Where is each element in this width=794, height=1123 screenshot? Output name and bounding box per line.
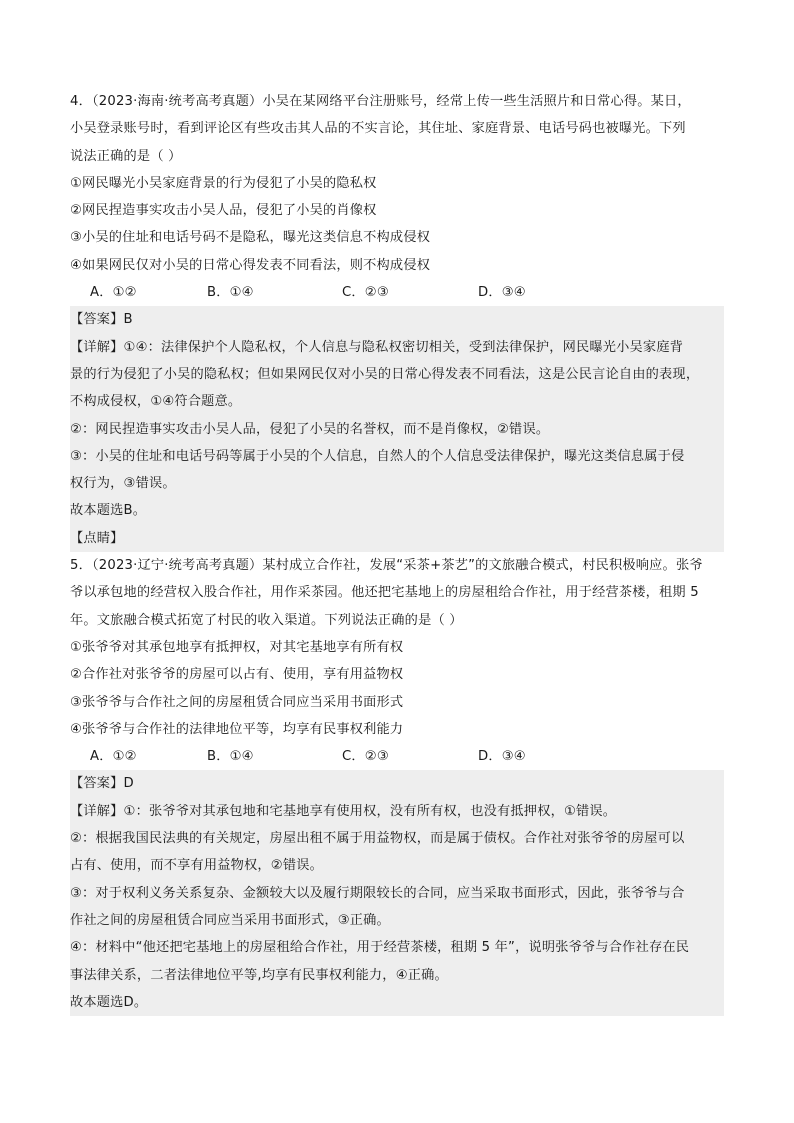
option-b: B．①④	[207, 749, 254, 765]
explanation-line: 作社之间的房屋租赁合同应当采用书面形式，③正确。	[70, 912, 390, 928]
answer-label: 【答案】B	[70, 312, 133, 328]
explanation-line: ④：材料中“他还把宅基地上的房屋租给合作社，用于经营茶楼，租期 5 年”，说明张爷爷与合作社存在民	[70, 940, 690, 956]
explanation-line: 权行为，③错误。	[70, 476, 176, 492]
explanation-line: 占有、使用，而不享有用益物权，②错误。	[70, 858, 323, 874]
explanation-line: 事法律关系，二者法律地位平等,均享有民事权利能力，④正确。	[70, 967, 448, 983]
answer-label: 【答案】D	[70, 776, 134, 792]
question-4	[70, 88, 724, 552]
option-c: C．②③	[342, 285, 389, 301]
tip-label: 【点睛】	[70, 530, 124, 546]
explanation-line: ③：对于权利义务关系复杂、金额较大以及履行期限较长的合同，应当采取书面形式，因此，张爷爷与合	[70, 885, 685, 901]
explanation-line: 景的行为侵犯了小吴的隐私权；但如果网民仅对小吴的日常心得发表不同看法，这是公民言论自由的表现，	[70, 366, 700, 382]
option-d: D．③④	[478, 285, 526, 301]
statement-2: ②网民捏造事实攻击小吴人品，侵犯了小吴的肖像权	[70, 203, 377, 219]
statement-1: ①网民曝光小吴家庭背景的行为侵犯了小吴的隐私权	[70, 175, 377, 191]
question-stem-line: 5．（2023·辽宁·统考高考真题）某村成立合作社，发展“采茶+茶艺”的文旅融合模式，村民积极响应。张爷	[70, 558, 703, 574]
question-stem-line: 年。文旅融合模式拓宽了村民的收入渠道。下列说法正确的是（ ）	[70, 612, 463, 628]
explanation-line: ②：网民捏造事实攻击小吴人品，侵犯了小吴的名誉权，而不是肖像权，②错误。	[70, 421, 550, 437]
explanation-line: ③：小吴的住址和电话号码等属于小吴的个人信息，自然人的个人信息受法律保护，曝光这类信息属于侵	[70, 448, 685, 464]
statement-4: ④张爷爷与合作社的法律地位平等，均享有民事权利能力	[70, 721, 404, 737]
option-b: B．①④	[207, 285, 254, 301]
statement-1: ①张爷爷对其承包地享有抵押权，对其宅基地享有所有权	[70, 639, 404, 655]
option-d: D．③④	[478, 749, 526, 765]
question-stem-line: 说法正确的是（ ）	[70, 148, 182, 164]
question-stem-line: 爷以承包地的经营权入股合作社，用作采茶园。他还把宅基地上的房屋租给合作社，用于经营茶楼，租期 5	[70, 585, 699, 601]
document-page	[70, 88, 724, 1016]
explanation-line: ②：根据我国民法典的有关规定，房屋出租不属于用益物权，而是属于债权。合作社对张爷爷的房屋可以	[70, 831, 685, 847]
explanation-line: 故本题选B。	[70, 503, 147, 519]
explanation-line: 不构成侵权，①④符合题意。	[70, 394, 242, 410]
statement-2: ②合作社对张爷爷的房屋可以占有、使用，享有用益物权	[70, 667, 404, 683]
explanation-line: 【详解】①④：法律保护个人隐私权，个人信息与隐私权密切相关，受到法律保护，网民曝光小吴家庭背	[70, 339, 684, 355]
statement-3: ③张爷爷与合作社之间的房屋租赁合同应当采用书面形式	[70, 694, 404, 710]
statement-3: ③小吴的住址和电话号码不是隐私，曝光这类信息不构成侵权	[70, 230, 431, 246]
option-c: C．②③	[342, 749, 389, 765]
answer-options	[70, 743, 724, 770]
statement-4: ④如果网民仅对小吴的日常心得发表不同看法，则不构成侵权	[70, 257, 431, 273]
explanation-line: 故本题选D。	[70, 994, 148, 1010]
question-5	[70, 552, 724, 1016]
solution-block	[70, 306, 724, 552]
answer-options	[70, 279, 724, 306]
option-a: A．①②	[90, 749, 137, 765]
question-stem-line: 小吴登录账号时，看到评论区有些攻击其人品的不实言论，其住址、家庭背景、电话号码也被曝光。下列	[70, 121, 686, 137]
option-a: A．①②	[90, 285, 137, 301]
solution-block	[70, 770, 724, 1016]
question-stem-line: 4．（2023·海南·统考高考真题）小吴在某网络平台注册账号，经常上传一些生活照片和日常心得。某日，	[70, 94, 691, 109]
explanation-line: 【详解】①：张爷爷对其承包地和宅基地享有使用权，没有所有权，也没有抵押权，①错误。	[70, 803, 617, 819]
